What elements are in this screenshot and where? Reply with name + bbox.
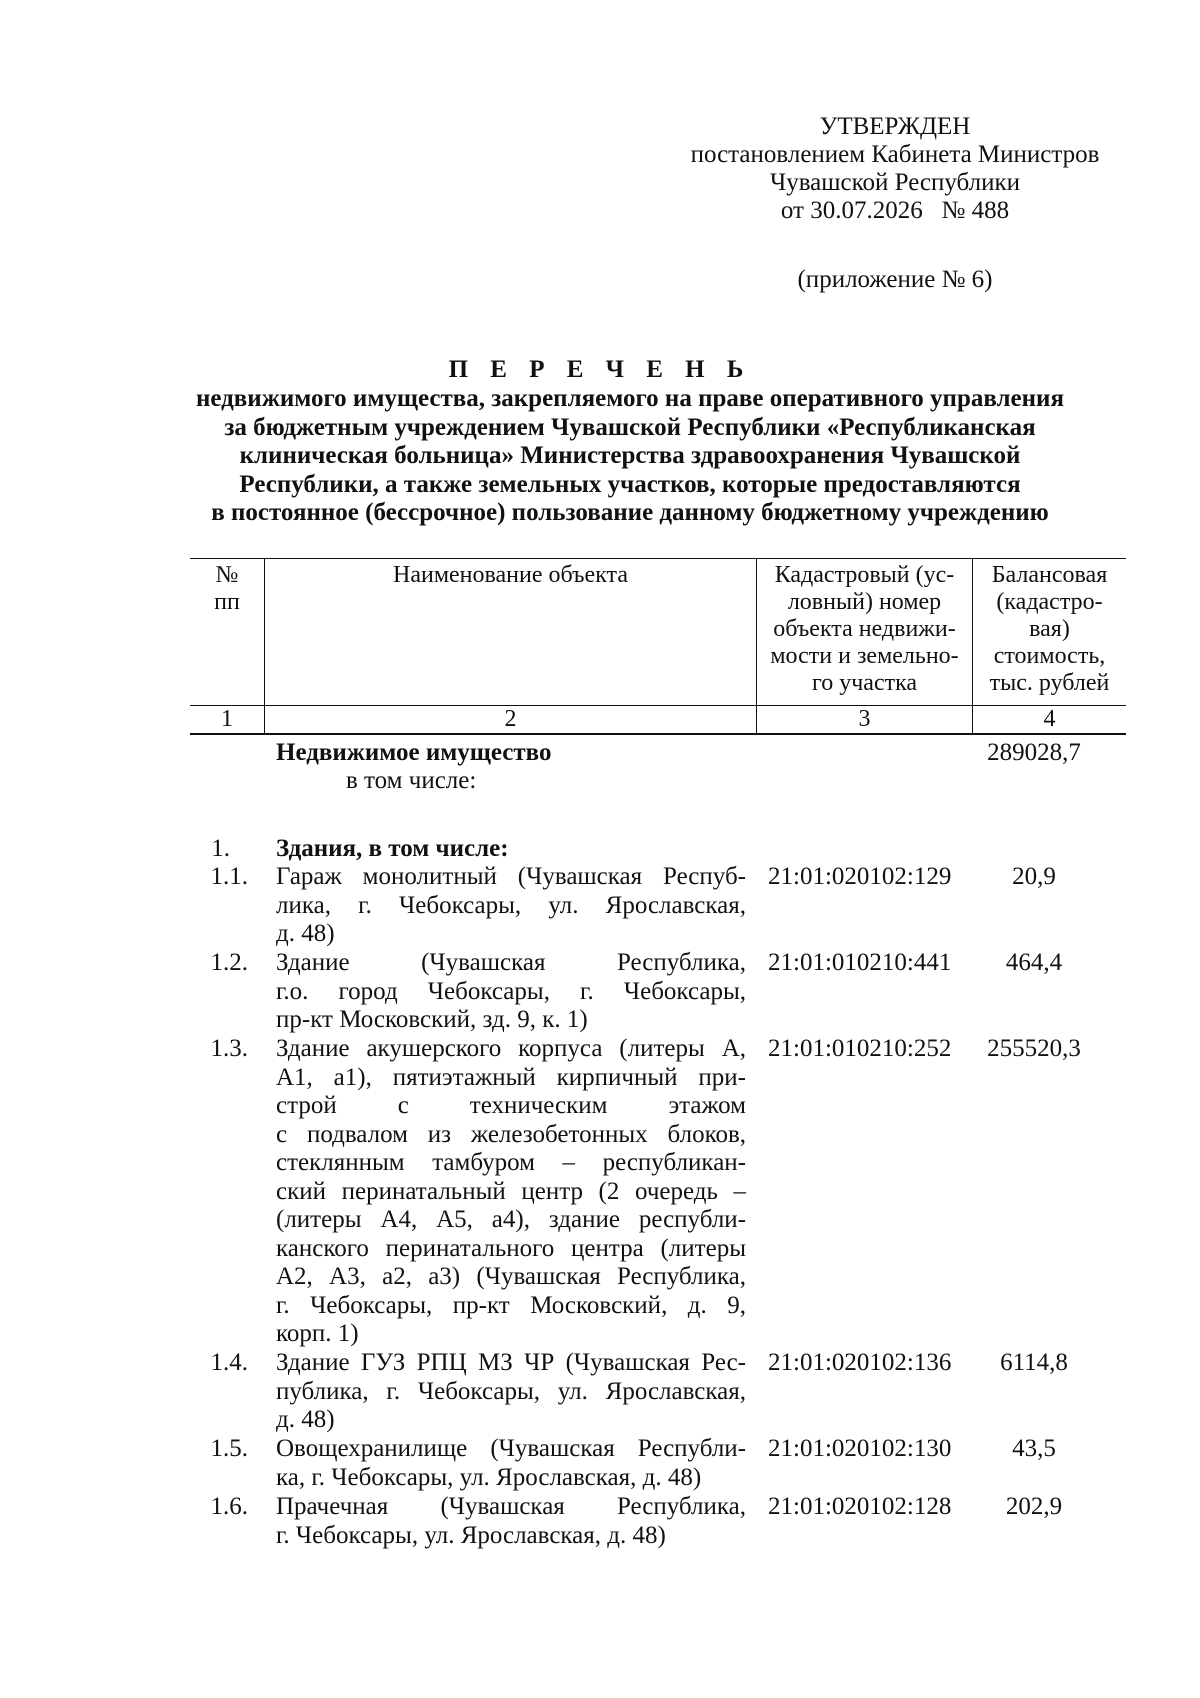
subtitle-line: в постоянное (бессрочное) пользование данному бюджетному учреждению — [211, 499, 1049, 527]
approval-line-1: УТВЕРЖДЕН — [819, 113, 971, 140]
row-name-line: А1, а1), пятиэтажный кирпичный при- — [276, 1063, 746, 1091]
column-number: 4 — [1043, 706, 1056, 732]
row-name-line: корп. 1) — [276, 1320, 359, 1347]
row-number: 1.1. — [210, 863, 248, 890]
row-name-line: д. 48) — [276, 920, 335, 947]
subtitle-line: клиническая больница» Министерства здравоохранения Чувашской — [239, 442, 1021, 470]
header-text: Кадастровый (ус- — [774, 562, 955, 588]
row-value: 202,9 — [1005, 1493, 1063, 1520]
row-name-line: д. 48) — [276, 1406, 335, 1433]
header-name — [265, 562, 756, 589]
row-name — [276, 1493, 746, 1550]
row-name-line: Прачечная (Чувашская Республика, — [276, 1493, 746, 1520]
row-number: 1.4. — [210, 1349, 248, 1376]
row-name-line: Овощехранилище (Чувашская Республи- — [276, 1435, 746, 1462]
header-text: ловный) номер — [787, 589, 942, 615]
row-value: 43,5 — [1012, 1435, 1056, 1462]
subtitle-line: недвижимого имущества, закрепляемого на праве оперативного управления — [195, 385, 1064, 412]
header-value — [973, 562, 1126, 697]
row-cadastral: 21:01:010210:441 — [768, 949, 952, 976]
approval-line-3: Чувашской Республики — [769, 169, 1021, 196]
row-name-line: г.о. город Чебоксары, г. Чебоксары, — [276, 977, 746, 1005]
row-name-line: г. Чебоксары, ул. Ярославская, д. 48) — [276, 1521, 666, 1549]
header-top-rule — [190, 558, 1126, 559]
row-name-line: публика, г. Чебоксары, ул. Ярославская, — [276, 1377, 746, 1405]
header-text: № — [215, 562, 239, 588]
section-label: Здания, в том числе: — [276, 835, 509, 862]
row-number: 1.6. — [210, 1493, 248, 1520]
column-number: 1 — [221, 706, 233, 732]
column-number: 3 — [858, 706, 871, 732]
header-text: тыс. рублей — [989, 670, 1110, 696]
row-number: 1.2. — [210, 949, 248, 976]
summary-value: 289028,7 — [987, 739, 1081, 766]
row-cadastral: 21:01:010210:252 — [768, 1035, 952, 1062]
header-text: стоимость, — [993, 643, 1106, 669]
row-value: 464,4 — [1005, 949, 1063, 976]
row-cadastral: 21:01:020102:128 — [768, 1493, 952, 1520]
row-name-line: стеклянным тамбуром – республикан- — [276, 1149, 746, 1176]
header-bottom-rule — [190, 733, 1126, 735]
row-value: 255520,3 — [987, 1035, 1081, 1062]
row-number: 1.5. — [210, 1435, 248, 1462]
row-name — [276, 863, 746, 949]
appendix-label: (приложение № 6) — [797, 266, 993, 293]
header-text: (кадастро- — [996, 589, 1103, 615]
header-num — [190, 562, 264, 616]
header-cadastral — [757, 562, 972, 697]
document-subtitle — [140, 385, 1120, 528]
row-cadastral: 21:01:020102:129 — [768, 863, 952, 890]
row-name-line: Здание акушерского корпуса (литеры А, — [276, 1035, 746, 1062]
row-name-line: пр-кт Московский, зд. 9, к. 1) — [276, 1006, 588, 1033]
row-name — [276, 1035, 746, 1349]
column-number: 2 — [504, 706, 517, 732]
section-number: 1. — [211, 835, 230, 862]
row-cadastral: 21:01:020102:136 — [768, 1349, 952, 1376]
row-name-line: строй с техническим этажом — [276, 1092, 746, 1119]
row-name-line: лика, г. Чебоксары, ул. Ярославская, — [276, 891, 746, 919]
row-name — [276, 1435, 746, 1492]
row-value: 20,9 — [1012, 863, 1056, 890]
header-text: го участка — [811, 670, 918, 696]
header-text: объекта недвижи- — [773, 616, 956, 642]
row-name-line: ский перинатальный центр (2 очередь – — [276, 1177, 746, 1205]
row-name-line: канского перинатального центра (литеры — [276, 1234, 746, 1262]
header-text: пп — [214, 589, 240, 615]
row-name-line: с подвалом из железобетонных блоков, — [276, 1120, 746, 1148]
row-name-line: А2, А3, а2, а3) (Чувашская Республика, — [276, 1263, 746, 1290]
summary-sublabel: в том числе: — [346, 767, 477, 794]
row-name — [276, 949, 746, 1035]
subtitle-line: за бюджетным учреждением Чувашской Республики «Республиканская — [224, 413, 1036, 441]
row-name-line: Здание (Чувашская Республика, — [276, 949, 746, 976]
row-name-line: (литеры А4, А5, а4), здание республи- — [276, 1206, 746, 1233]
header-text: мости и земельно- — [770, 643, 959, 669]
document-title: П Е Р Е Ч Е Н Ь — [448, 356, 752, 383]
row-number: 1.3. — [210, 1035, 248, 1062]
header-text: Наименование объекта — [393, 562, 628, 588]
row-name-line: Гараж монолитный (Чувашская Респуб- — [276, 863, 746, 890]
approval-block — [680, 113, 1110, 225]
subtitle-line: Республики, а также земельных участков, которые предоставляются — [239, 470, 1021, 498]
approval-line-4: от 30.07.2026 № 488 — [780, 197, 1010, 224]
header-text: Балансовая — [991, 562, 1108, 588]
row-name — [276, 1349, 746, 1435]
row-cadastral: 21:01:020102:130 — [768, 1435, 952, 1462]
row-name-line: г. Чебоксары, пр-кт Московский, д. 9, — [276, 1291, 746, 1319]
header-text: вая) — [1029, 616, 1070, 642]
approval-line-2: постановлением Кабинета Министров — [690, 141, 1100, 168]
row-name-line: ка, г. Чебоксары, ул. Ярославская, д. 48) — [276, 1463, 702, 1491]
summary-label: Недвижимое имущество — [276, 739, 552, 766]
row-name-line: Здание ГУЗ РПЦ МЗ ЧР (Чувашская Рес- — [276, 1349, 746, 1376]
row-value: 6114,8 — [1000, 1349, 1068, 1376]
